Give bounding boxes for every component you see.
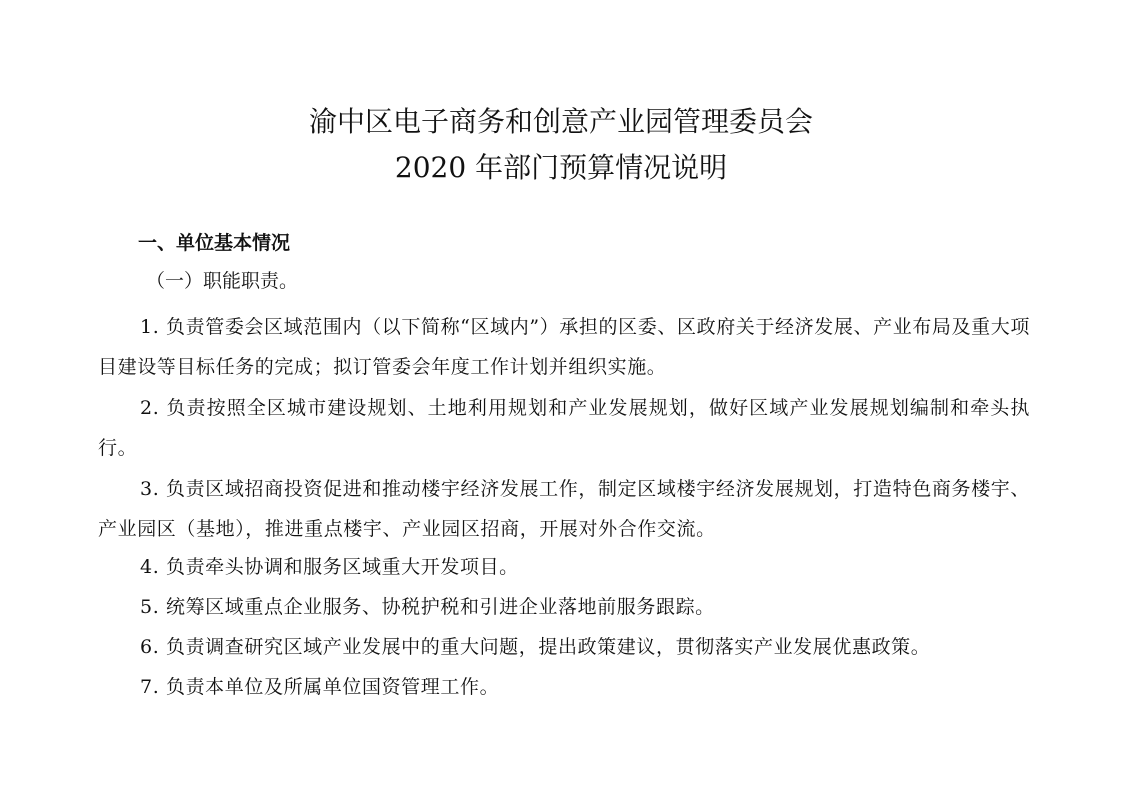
- title-line-1: 渝中区电子商务和创意产业园管理委员会: [308, 105, 813, 138]
- title-line-2: 2020 年部门预算情况说明: [394, 151, 728, 184]
- duty-item-1: 1. 负责管委会区域范围内（以下简称“区域内”）承担的区委、区政府关于经济发展、产业布局及重大项目建设等目标任务的完成；拟订管委会年度工作计划并组织实施。: [98, 316, 1030, 378]
- duty-item-6: 6. 负责调查研究区域产业发展中的重大问题，提出政策建议，贯彻落实产业发展优惠政策。: [140, 636, 931, 658]
- duty-item-7: 7. 负责本单位及所属单位国资管理工作。: [140, 676, 500, 698]
- document-title: [0, 99, 1122, 191]
- duty-item-2: 2. 负责按照全区城市建设规划、土地利用规划和产业发展规划，做好区域产业发展规划编制和牵头执行。: [98, 397, 1030, 459]
- duty-item-4: 4. 负责牵头协调和服务区域重大开发项目。: [140, 556, 519, 578]
- duty-item-3: 3. 负责区域招商投资促进和推动楼宇经济发展工作，制定区域楼宇经济发展规划，打造特色商务楼宇、产业园区（基地），推进重点楼宇、产业园区招商，开展对外合作交流。: [98, 478, 1030, 540]
- subsection-heading: （一）职能职责。: [146, 270, 299, 292]
- section-heading: 一、单位基本情况: [138, 232, 291, 254]
- duty-item-5: 5. 统筹区域重点企业服务、协税护税和引进企业落地前服务跟踪。: [140, 596, 715, 618]
